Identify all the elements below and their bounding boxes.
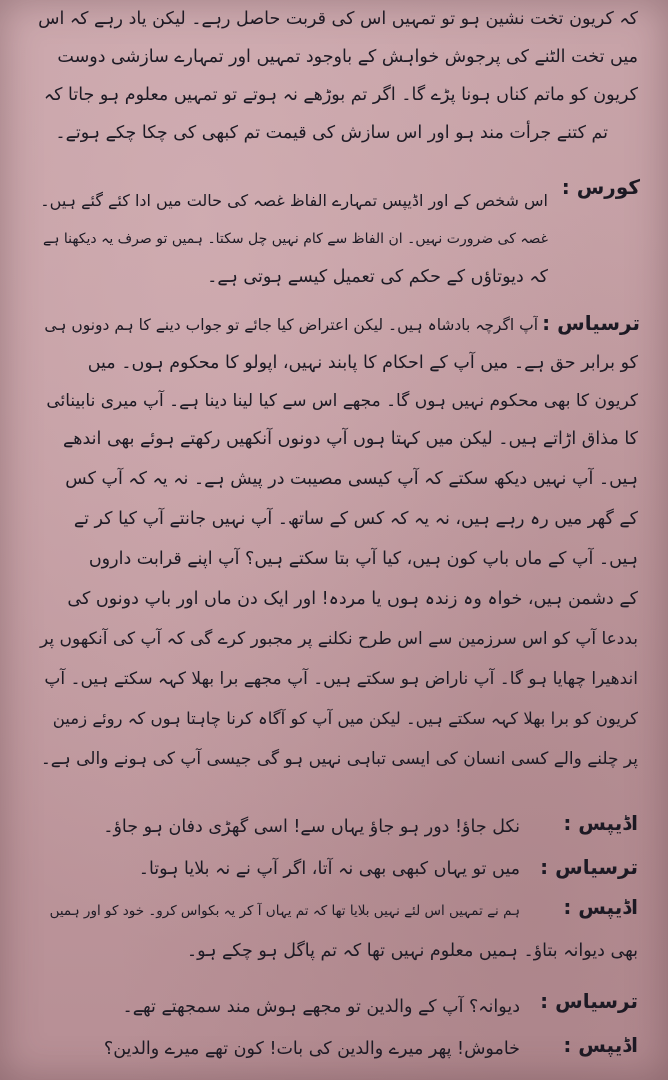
dialogue-line: آپ اگرچہ بادشاہ ہیں۔ لیکن اعتراض کیا جائے تو جواب دینے کا ہم دونوں ہی [44,316,538,334]
dialogue-line: ہیں۔ آپ نہیں دیکھ سکتے کہ آپ کیسی مصیبت در پیش ہے۔ نہ یہ کہ آپ کس [65,469,638,489]
dialogue-line: کے دشمن ہیں، خواہ وہ زندہ ہوں یا مردہ! اور ایک دن ماں اور باپ دونوں کی [67,589,638,609]
text-line: تم کتنے جرأت مند ہو اور اس سازش کی قیمت تم کبھی کی چکا چکے ہوتے۔ [55,123,608,143]
speaker-name: ترسیاس : [540,855,638,879]
dialogue-line: غصہ کی ضرورت نہیں۔ ان الفاظ سے کام نہیں چل سکتا۔ ہمیں تو صرف یہ دیکھنا ہے [43,231,548,247]
dialogue-line: بددعا آپ کو اس سرزمین سے اس طرح نکلنے پر مجبور کرے گی کہ آپ کی آنکھوں پر [39,629,638,649]
dialogue-line: کریون کو برا بھلا کہہ سکتے ہیں۔ لیکن میں آپ کو آگاہ کرنا چاہتا ہوں کہ روئے زمین [52,709,638,728]
dialogue-line: کہ دیوتاؤں کے حکم کی تعمیل کیسے ہوتی ہے۔ [207,267,548,287]
text-line: کہ کریون تخت نشین ہو تو تمہیں اس کی قربت حاصل رہے۔ لیکن یاد رہے کہ اس [38,9,638,29]
dialogue-line: خاموش! پھر میرے والدین کی بات! کون تھے میرے والدین؟ [103,1039,520,1059]
dialogue-line: اس شخص کے اور اڈیپس تمہارے الفاظ غصہ کی حالت میں ادا کئے گئے ہیں۔ [40,191,548,210]
dialogue-line: دیوانہ؟ آپ کے والدین تو مجھے ہوش مند سمجھتے تھے۔ [122,997,520,1017]
text-line: میں تخت الٹنے کی پرجوش خواہش کے باوجود تمہیں اور تمہارے سازشی دوست [57,47,638,67]
speaker-name: کورس : [561,175,640,199]
dialogue-line: اندھیرا چھایا ہو گا۔ آپ ناراض ہو سکتے ہیں۔ آپ مجھے برا بھلا کہہ سکتے ہیں۔ آپ [44,669,638,689]
speaker-name: ترسیاس : [540,989,638,1013]
dialogue-line: پر چلنے والے کسی انسان کی ایسی تباہی نہیں ہو گی جیسی آپ کی ہونے والی ہے۔ [40,749,638,769]
dialogue-line: نکل جاؤ! دور ہو جاؤ یہاں سے! اسی گھڑی دفان ہو جاؤ۔ [103,817,520,837]
dialogue-line: کریون کا بھی محکوم نہیں ہوں گا۔ مجھے اس سے کیا لینا دینا ہے۔ آپ میری نابینائی [46,391,638,411]
speaker-name: ترسیاس : [542,311,640,335]
dialogue-line: ہم نے تمہیں اس لئے نہیں بلایا تھا کہ تم یہاں آ کر یہ بکواس کرو۔ خود کو اور ہمیں [49,903,520,919]
dialogue-line: میں تو یہاں کبھی بھی نہ آتا، اگر آپ نے نہ بلایا ہوتا۔ [138,859,520,879]
speaker-name: اڈیپس : [563,811,638,835]
speaker-name: اڈیپس : [563,1033,638,1057]
text-line: کریون کو ماتم کناں ہونا پڑے گا۔ اگر تم بوڑھے نہ ہوتے تو تمہیں معلوم ہو جاتا کہ [43,85,638,105]
dialogue-line: کا مذاق اڑاتے ہیں۔ لیکن میں کہتا ہوں آپ دونوں آنکھیں رکھتے ہوئے بھی اندھے [62,429,638,449]
dialogue-line: ہیں۔ آپ کے ماں باپ کون ہیں، کیا آپ بتا سکتے ہیں؟ آپ اپنے قرابت داروں [88,549,638,569]
dialogue-line: کے گھر میں رہ رہے ہیں، نہ یہ کہ کس کے ساتھ۔ آپ نہیں جانتے آپ کیا کر تے [73,509,638,529]
dialogue-line: کو برابر حق ہے۔ میں آپ کے احکام کا پابند نہیں، اپولو کا محکوم ہوں۔ میں [87,353,638,373]
speaker-name: اڈیپس : [563,895,638,919]
dialogue-line: بھی دیوانہ بتاؤ۔ ہمیں معلوم نہیں تھا کہ تم پاگل ہو چکے ہو۔ [186,941,638,961]
